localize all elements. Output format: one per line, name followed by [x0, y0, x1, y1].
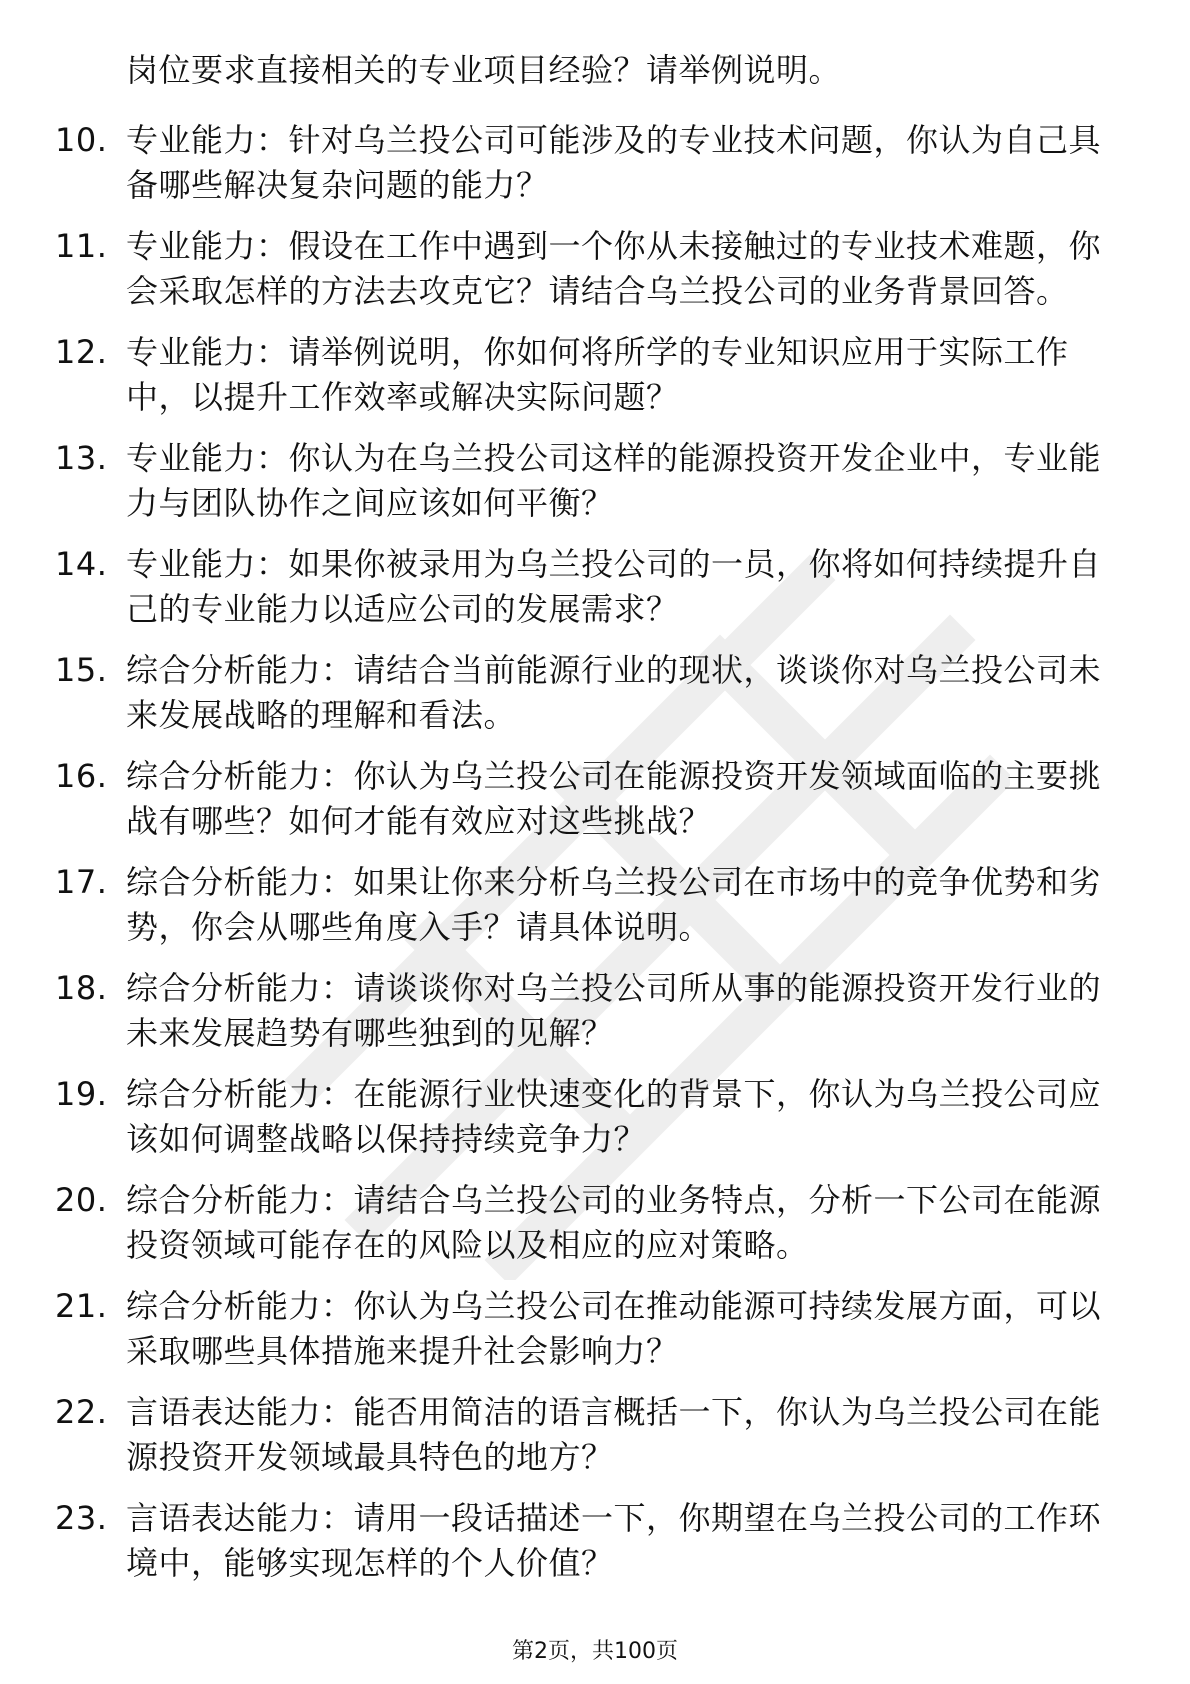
question-text: 专业能力：你认为在乌兰投公司这样的能源投资开发企业中，专业能力与团队协作之间应该如何平衡？ — [126, 439, 1102, 522]
question-number: 22. — [55, 1393, 108, 1431]
question-number: 20. — [55, 1181, 108, 1219]
question-number: 10. — [55, 121, 108, 159]
question-item — [0, 1496, 1116, 1586]
question-item — [0, 1284, 1116, 1374]
question-item — [0, 1072, 1116, 1162]
question-item — [0, 224, 1116, 314]
question-item — [0, 648, 1116, 738]
question-item — [0, 754, 1116, 844]
question-item — [0, 542, 1116, 632]
question-text: 综合分析能力：如果让你来分析乌兰投公司在市场中的竞争优势和劣势，你会从哪些角度入手？请具体说明。 — [126, 863, 1102, 946]
question-text: 专业能力：请举例说明，你如何将所学的专业知识应用于实际工作中，以提升工作效率或解决实际问题？ — [126, 333, 1069, 416]
question-item — [0, 1390, 1116, 1480]
question-text: 综合分析能力：你认为乌兰投公司在推动能源可持续发展方面，可以采取哪些具体措施来提升社会影响力？ — [126, 1287, 1102, 1370]
question-text: 综合分析能力：在能源行业快速变化的背景下，你认为乌兰投公司应该如何调整战略以保持持续竞争力？ — [126, 1075, 1102, 1158]
question-item — [0, 966, 1116, 1056]
question-number: 11. — [55, 227, 108, 265]
question-item — [0, 330, 1116, 420]
question-item — [0, 860, 1116, 950]
question-number: 15. — [55, 651, 108, 689]
question-item — [0, 1178, 1116, 1268]
question-text: 综合分析能力：请谈谈你对乌兰投公司所从事的能源投资开发行业的未来发展趋势有哪些独到的见解？ — [126, 969, 1102, 1052]
question-list — [0, 118, 1190, 1602]
page-footer: 第2页，共100页 — [512, 1639, 678, 1664]
continuation-text: 岗位要求直接相关的专业项目经验？请举例说明。 — [126, 51, 842, 89]
question-number: 13. — [55, 439, 108, 477]
question-text: 专业能力：如果你被录用为乌兰投公司的一员，你将如何持续提升自己的专业能力以适应公司的发展需求？ — [126, 545, 1102, 628]
question-number: 18. — [55, 969, 108, 1007]
question-text: 综合分析能力：请结合乌兰投公司的业务特点，分析一下公司在能源投资领域可能存在的风险以及相应的应对策略。 — [126, 1181, 1102, 1264]
question-number: 17. — [55, 863, 108, 901]
question-number: 19. — [55, 1075, 108, 1113]
question-text: 专业能力：针对乌兰投公司可能涉及的专业技术问题，你认为自己具备哪些解决复杂问题的能力？ — [126, 121, 1102, 204]
question-text: 综合分析能力：请结合当前能源行业的现状，谈谈你对乌兰投公司未来发展战略的理解和看法。 — [126, 651, 1102, 734]
question-text: 言语表达能力：请用一段话描述一下，你期望在乌兰投公司的工作环境中，能够实现怎样的个人价值？ — [126, 1499, 1102, 1582]
question-number: 12. — [55, 333, 108, 371]
question-item — [0, 436, 1116, 526]
question-number: 21. — [55, 1287, 108, 1325]
question-text: 综合分析能力：你认为乌兰投公司在能源投资开发领域面临的主要挑战有哪些？如何才能有效应对这些挑战？ — [126, 757, 1102, 840]
question-number: 14. — [55, 545, 108, 583]
question-number: 16. — [55, 757, 108, 795]
question-number: 23. — [55, 1499, 108, 1537]
question-text: 专业能力：假设在工作中遇到一个你从未接触过的专业技术难题，你会采取怎样的方法去攻克它？请结合乌兰投公司的业务背景回答。 — [126, 227, 1102, 310]
question-item — [0, 118, 1116, 208]
question-text: 言语表达能力：能否用简洁的语言概括一下，你认为乌兰投公司在能源投资开发领域最具特色的地方？ — [126, 1393, 1102, 1476]
